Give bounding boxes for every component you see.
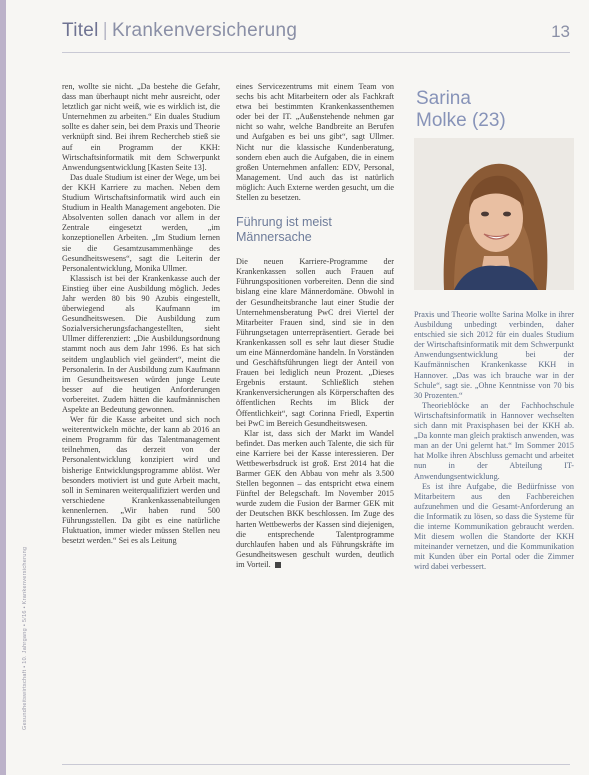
col2-intro: eines Servicezentrums mit einem Team von sechs bis acht Mitarbeitern oder als Fachkraft etwa bei bestimmten Krankenkassenthemen oder bei der IT. „Außenstehende nehmen gar nicht so wahr, welche Bandbreite an Berufen und Aufgaben es bei uns gibt“, sagt Ullmer. Nicht nur die klassische Kundenberatung, sondern eben auch die Aufgaben, die in einem großen Unternehmen anfallen: EDV, Personal, Management. Und auch das ist natürlich möglich: Auch Externe werden gesucht, um die Stellen zu besetzen.: [236, 82, 394, 203]
col1-paragraph: ren, wollte sie nicht. „Da bestehe die Gefahr, dass man überhaupt nicht mehr ausreicht, oder letztlich gar nicht weiß, wie es wirklich ist, die Unternehmen zu arbeiten.“ Ein duales Studium sollte es daher sein, bei dem Praxis und Theorie verknüpft sind. Bei ihrem Rechercheb stieß sie auf ein Programm der KKH: Wirtschaftsinformatik mit dem Schwerpunkt Anwendungsentwicklung [Kasten Seite 13].: [62, 82, 220, 172]
profile-photo: [414, 138, 574, 290]
profile-last-name-age: Molke (23): [416, 110, 506, 131]
col2-paragraph-text: Klar ist, dass sich der Markt im Wandel befindet. Das merken auch Talente, die sich für eine Karriere bei der Kasse interessieren. Der Wettbewerbsdruck ist groß. Erst 2014 hat die Barmer GEK den Abbau von mehr als 3.500 Stellen begonnen – das entspricht etwa einem Fünftel der Belegschaft. Im November 2015 wurde zudem die Fusion der Barmer GEK mit der Deutschen BKK beschlossen. Im Zuge des harten Wettbewerbs der Kassen sind diejenigen, die entsprechende Talentprogramme durchlaufen haben und als Führungskräfte im Gesundheitswesen geschult wurden, deutlich im Vorteil.: [236, 428, 394, 569]
header-rule: [62, 52, 570, 53]
col1-paragraph: Wer für die Kasse arbeitet und sich noch weiterentwickeln möchte, der kann ab 2016 an einem Programm für das Talentmanagement teilnehmen, das derzeit von der Personalentwicklung konzipiert wird und bisherige Entwicklungsprogramme ablöst. Wer besonders motiviert ist und gute Arbeit macht, soll in Seminaren weiterqualifiziert werden und verschiedene Krankenkassenabteilungen kennenlernen. „Wir haben rund 500 Führungsstellen. Da gibt es eine natürliche Fluktuation, immer wieder müssen Stellen neu besetzt werden.“ Sei es als Leitung: [62, 415, 220, 546]
col1-paragraph: Klassisch ist bei der Krankenkasse auch der Einstieg über eine Ausbildung möglich. Jedes Jahr werden 80 bis 90 Azubis eingestellt, überwiegend als Kaufmann im Gesundheitswesen. Die Ausbildung zum Sozialversicherungsfachangestellten, sieht Ullmer differenziert: „Die Ausbildungsordnung stammt noch aus dem Jahr 1996. Es hat sich seitdem unglaublich viel geändert“, meint die Personalerin. In der Ausbildung zum Kaufmann im Gesundheitswesen würden junge Leute besser auf die heutigen Anforderungen vorbereitet. Zudem hätten die kaufmännischen Aspekte an Bedeutung gewonnen.: [62, 273, 220, 414]
portrait-illustration: [414, 138, 574, 290]
header-title: [62, 20, 297, 42]
header-topic: Krankenversicherung: [111, 20, 298, 41]
footer-rule: [62, 764, 570, 765]
sidebar-paragraph: Praxis und Theorie wollte Sarina Molke in ihrer Ausbildung unbedingt verbinden, daher entschied sie sich 2012 für ein duales Studium der Wirtschaftsinformatik mit dem Schwerpunkt Anwendungsentwicklung bei der Kaufmännischen Krankenkasse KKH in Hannover. „Das was ich brauche war in der Schule“, sagt sie. „Ohne Kenntnisse von 70 bis 30 Prozenten.“: [414, 310, 574, 400]
sidebar-paragraph: Theorieblöcke an der Fachhochschule Wirtschaftsinformatik in Hannover wechselten sich dann mit Praxisphasen bei der KKH ab. „Da konnte man gleich praktisch anwenden, was man an der Uni gelernt hat.“ Im Sommer 2015 hat Molke ihren Abschluss gemacht und arbeitet nun in der Abteilung IT-Anwendungsentwicklung.: [414, 400, 574, 481]
side-accent-bar: [0, 0, 6, 775]
column-1: [62, 82, 220, 546]
page-number: 13: [551, 22, 570, 41]
profile-first-name: Sarina: [416, 88, 471, 109]
section-subheading: Führung ist meist Männersache: [236, 215, 332, 245]
col2-paragraph: Die neuen Karriere-Programme der Krankenkassen sollen auch Frauen auf Führungspositionen vorbereiten. Denn die sind bislang eine klare Männerdomäne. Obwohl in der Gesundheitsbranche laut einer Studie der Unternehmensberatung PwC drei Viertel der Mitarbeiter Frauen sind, sind sie in den Führungsetagen unterrepräsentiert. Gerade bei Krankenkassen soll es sehr laut dieser Studie um eine Männerdomäne handeln. In Vorständen und Geschäftsführungen liegt der Anteil von Frauen bei lediglich neun Prozent. „Dieses Ergebnis erstaunt. Schließlich stehen Krankenversicherungen als Körperschaften des öffentlichen Rechts im Blick der Öffentlichkeit“, sagt Corinna Friedl, Expertin bei PwC im Bereich Gesundheitswesen.: [236, 257, 394, 428]
page-header: [62, 20, 570, 46]
col2-paragraph-last: [236, 429, 394, 570]
sidebar-paragraph: Es ist ihre Aufgabe, die Bedürfnisse von Mitarbeitern aus den Fachbereichen aufzunehmen und die Gesamt-Anforderung an die Informatik zu lösen, so dass die Systeme für die interne Kommunikation gebraucht werden. Mit diesem wollen die Standorte der KKH miteinander vernetzen, und die Kommunikation mit Kunden über ein Portal oder die Zimmer wird dabei verbessert.: [414, 481, 574, 572]
col1-paragraph: Das duale Studium ist einer der Wege, um bei der KKH Karriere zu machen. Neben dem Studium Wirtschaftsinformatik wird auch ein Studium in Health Management angeboten. Die Absolventen sollen danach vor allem in der Zentrale eingesetzt werden, „im konzeptionellen Arbeiten. „Im Studium lernen sie die Gesamtzusammenhänge des Gesundheitswesens“, sagt die Leiterin der Personalentwicklung, Monika Ullmer.: [62, 172, 220, 273]
end-mark-icon: [275, 562, 281, 568]
profile-name: [416, 88, 506, 132]
column-2: [236, 82, 394, 570]
header-section: Titel: [62, 20, 99, 41]
header-separator: |: [102, 20, 108, 41]
column-3-sidebar: [414, 310, 574, 572]
vertical-credit: Gesundheitswirtschaft • 10. Jahrgang • 5/16 • Krankenversicherung: [22, 546, 28, 730]
